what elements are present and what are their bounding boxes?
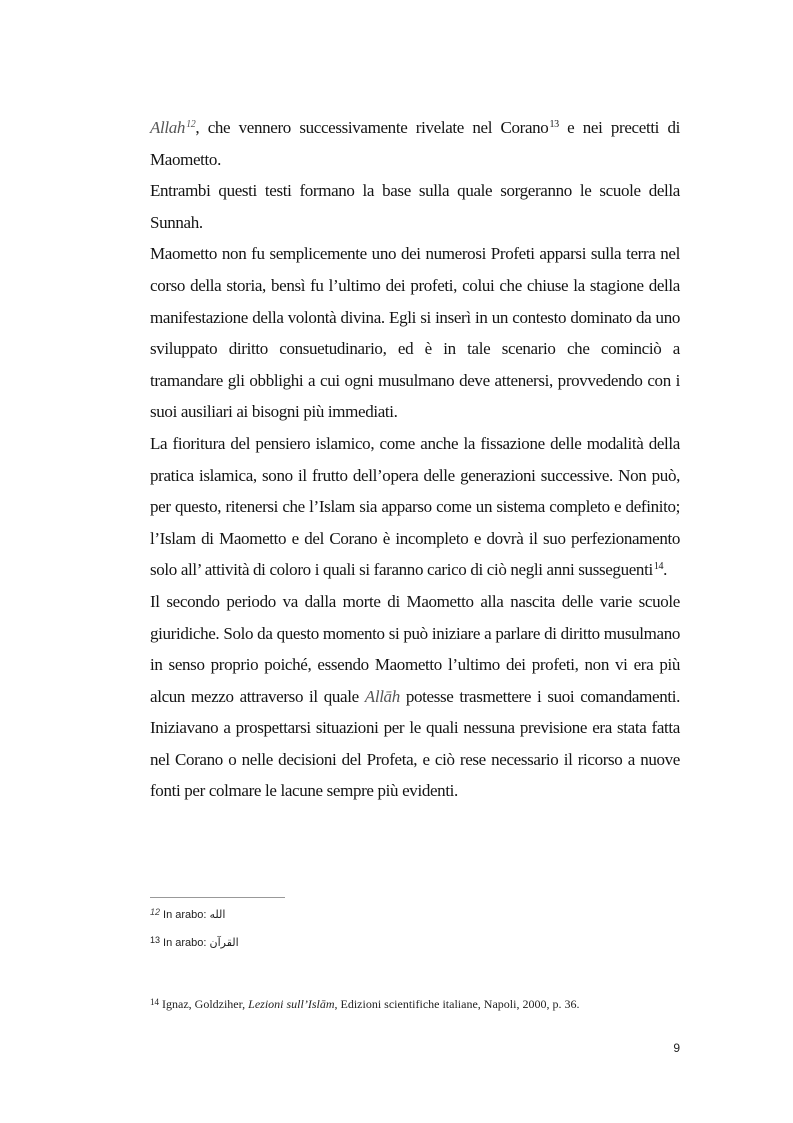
paragraph-4-text: La fioritura del pensiero islamico, come anche la fissazione delle modalità della pratica islamica, sono il frutto dell’opera delle generazioni successive. Non può, per questo, ritenersi che l’Islam sia apparso come un sistema completo e definito; l’Islam di Maometto e del Corano è incompleto e dovrà il suo perfezionamento solo all’ attività di coloro i quali si faranno carico di ciò negli anni susseguenti [150, 433, 680, 580]
footnote-12-number: 12 [150, 907, 161, 917]
footnote-14 [150, 997, 579, 1012]
footnote-separator [150, 897, 285, 898]
paragraph-5-text-b: potesse trasmettere i suoi comandamenti. Iniziavano a prospettarsi situazioni per le quali nessuna previsione era stata fatta nel Corano o nelle decisioni del Profeta, e ciò rese necessario il ricorso a nuove fonti per colmare le lacune sempre più evidenti. [150, 686, 680, 801]
footnote-14-text-b: , Edizioni scientifiche italiane, Napoli, 2000, p. 36. [334, 997, 580, 1011]
paragraph-4-end: . [663, 560, 668, 580]
body-text [150, 112, 680, 807]
footnote-14-text-a: Ignaz, Goldziher, [162, 997, 249, 1011]
paragraph-4 [150, 428, 680, 586]
paragraph-3: Maometto non fu semplicemente uno dei numerosi Profeti apparsi sulla terra nel corso della storia, bensì fu l’ultimo dei profeti, colui che chiuse la stagione della manifestazione della volontà divina. Egli si inserì in un contesto dominato da uno sviluppato diritto consuetudinario, ed è in tale scenario che cominciò a tramandare gli obblighi a cui ogni musulmano deve attenersi, provvedendo con i suoi ausiliari ai bisogni più immediati. [150, 244, 680, 422]
paragraph-5-text-a: Il secondo periodo va dalla morte di Maometto alla nascita delle varie scuole giuridiche. Solo da questo momento si può iniziare a parlare di diritto musulmano in senso proprio poiché, essendo Maometto l’ultimo dei profeti, non vi era più alcun mezzo attraverso il quale [150, 591, 680, 706]
footnote-12-arabic: الله [209, 908, 226, 921]
footnote-ref-12[interactable]: 12 [186, 119, 196, 130]
footnote-ref-14[interactable]: 14 [653, 561, 664, 573]
paragraph-1-text-b: e nei precetti di Maometto. [150, 118, 680, 169]
footnote-13 [150, 935, 239, 949]
paragraph-1 [150, 112, 680, 175]
footnote-12-text: In arabo: [163, 909, 210, 921]
footnote-12 [150, 907, 225, 921]
allah-term: Allah [150, 118, 186, 137]
footnote-13-number: 13 [150, 935, 161, 945]
footnote-13-arabic: القرآن [209, 936, 239, 949]
page-number: 9 [673, 1041, 680, 1055]
footnote-14-number: 14 [150, 997, 159, 1007]
paragraph-1-text-a: , che vennero successivamente rivelate nel Corano [195, 118, 549, 137]
footnote-13-text: In arabo: [163, 937, 210, 949]
paragraph-2: Entrambi questi testi formano la base sulla quale sorgeranno le scuole della Sunnah. [150, 181, 680, 232]
paragraph-5 [150, 586, 680, 807]
footnote-14-title: Lezioni sull’Islām [248, 997, 335, 1011]
footnote-ref-13[interactable]: 13 [549, 119, 559, 130]
allah-term-2: Allāh [364, 686, 400, 706]
